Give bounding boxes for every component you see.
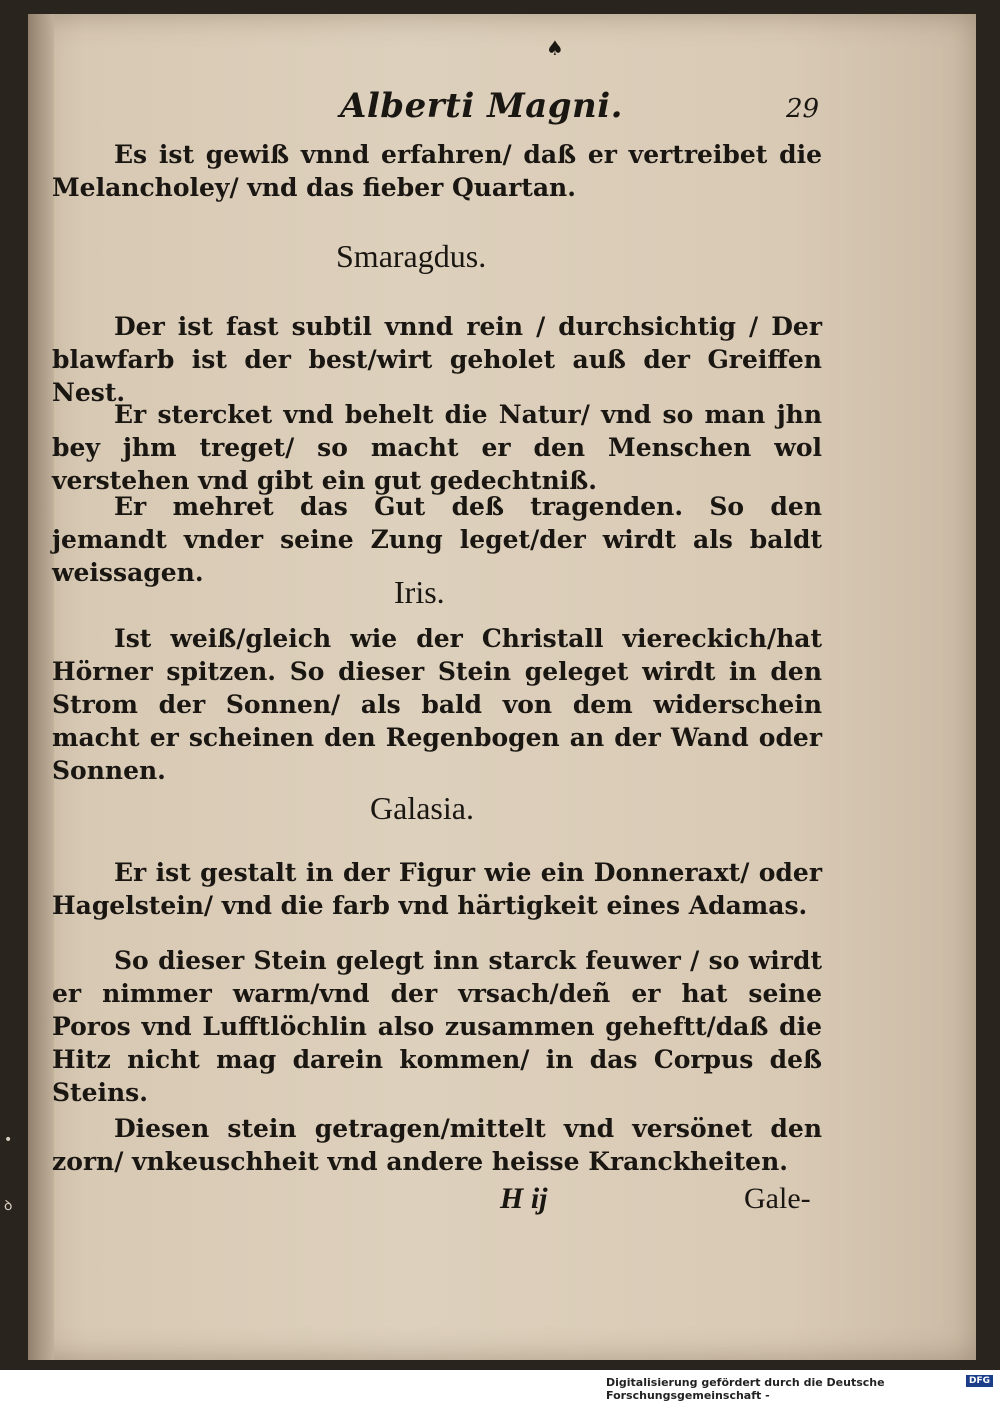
paragraph: So dieser Stein gelegt inn starck feuwer / so wirdt er nimmer warm/vnd der vrsach/deñ er hat seine Poros vnd Lufftlöchlin also zusammen geheftt/daß die Hitz nicht mag darein kommen/ in das Corpus deß Steins. [52, 946, 822, 1107]
page-number: 29 [786, 94, 820, 124]
ornament: ♠ [546, 36, 564, 60]
section-heading: Smaragdus. [336, 238, 487, 274]
signature-mark: H ij [500, 1182, 548, 1215]
paragraph: Der ist fast subtil vnnd rein / durchsichtig / Der blawfarb ist der best/wirt geholet auß der Greiffen Nest. [52, 312, 822, 407]
page-gutter [28, 14, 54, 1360]
paragraph: Er ist gestalt in der Figur wie ein Donneraxt/ oder Hagelstein/ vnd die farb vnd härtigkeit eines Adamas. [52, 858, 822, 920]
paragraph: Er mehret das Gut deß tragenden. So den jemandt vnder seine Zung leget/der wirdt als baldt weissagen. [52, 492, 822, 587]
paragraph: Diesen stein getragen/mittelt vnd versönet den zorn/ vnkeuschheit vnd andere heisse Kranckheiten. [52, 1114, 822, 1176]
catchword: Gale- [744, 1182, 811, 1215]
section-heading: Iris. [394, 574, 445, 610]
paragraph: Ist weiß/gleich wie der Christall viereckich/hat Hörner spitzen. So dieser Stein geleget wirdt in den Strom der Sonnen/ als bald von dem widerschein macht er scheinen den Regenbogen an der Wand oder Sonnen. [52, 624, 822, 785]
edge-mark: • [4, 1132, 13, 1148]
paragraph: Es ist gewiß vnnd erfahren/ daß er vertreibet die Melancholey/ vnd das fieber Quartan. [52, 140, 822, 202]
running-head: Alberti Magni. [340, 86, 623, 126]
section-heading: Galasia. [370, 790, 474, 826]
paragraph: Er stercket vnd behelt die Natur/ vnd so man jhn bey jhm treget/ so macht er den Menschen wol verstehen vnd gibt ein gut gedechtniß. [52, 400, 822, 495]
edge-mark: ꝺ [4, 1198, 13, 1214]
digitization-footer: Digitalisierung gefördert durch die Deutsche Forschungsgemeinschaft - [606, 1376, 885, 1402]
dfg-logo: DFG [966, 1375, 993, 1387]
